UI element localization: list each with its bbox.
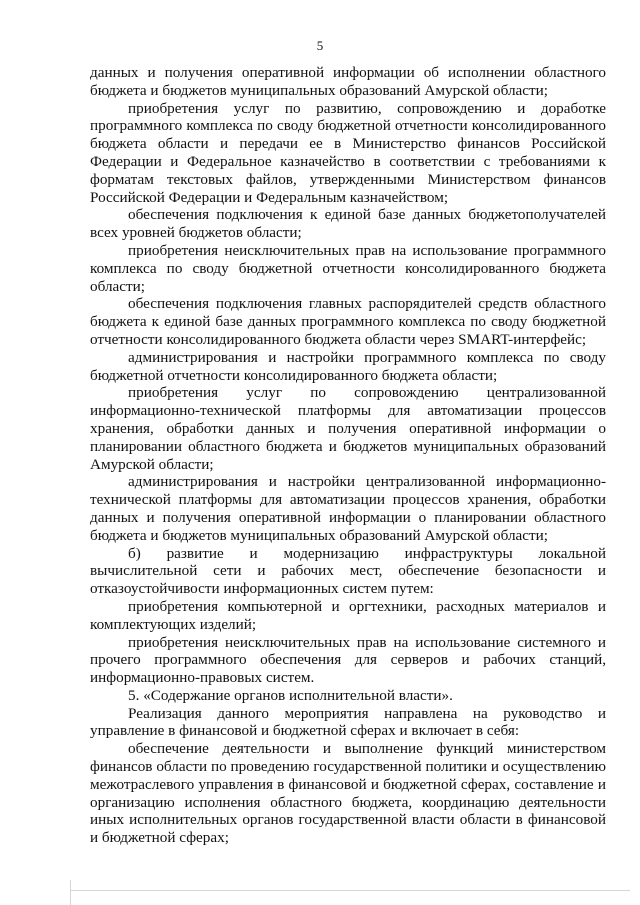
paragraph-system-software: приобретения неисключительных прав на использование системного и прочего программного обеспечения для серверов и рабочих станций, информационно-правовых систем.: [90, 633, 606, 687]
paragraph-software-support: приобретения услуг по развитию, сопровождению и доработке программного комплекса по своду бюджетной отчетности консолидированного бюджета области и передачи ее в Министерство финансов Российской Федерации и Федеральное казначейство в соответствии с требованиями к форматам текстовых файлов, утвержденными Министерством финансов Российской Федерации и Федеральным казначейством;: [90, 99, 606, 206]
paragraph-infrastructure: б) развитие и модернизацию инфраструктуры локальной вычислительной сети и рабочих мест, обеспечение безопасности и отказоустойчивости информационных систем путем:: [90, 544, 606, 598]
paragraph-platform-support: приобретения услуг по сопровождению централизованной информационно-технической платформы для автоматизации процессов хранения, обработки данных и получения оперативной информации о планировании областного бюджета и бюджетов муниципальных образований Амурской области;: [90, 384, 606, 473]
paragraph-section-intro: Реализация данного мероприятия направлена на руководство и управление в финансовой и бюджетной сферах и включает в себя:: [90, 704, 606, 740]
paragraph-smart-interface: обеспечения подключения главных распорядителей средств областного бюджета к единой базе данных программного комплекса по своду бюджетной отчетности консолидированного бюджета области через SMART-интерфейс;: [90, 295, 606, 348]
paragraph-continuation: данных и получения оперативной информации об исполнении областного бюджета и бюджетов муниципальных образований Амурской области;: [90, 64, 606, 99]
paragraph-license-reporting: приобретения неисключительных прав на использование программного комплекса по своду бюджетной отчетности консолидированного бюджета области;: [90, 241, 606, 295]
paragraph-hardware: приобретения компьютерной и оргтехники, расходных материалов и комплектующих изделий;: [90, 597, 606, 633]
scan-edge-vertical: [70, 880, 71, 905]
paragraph-administration: администрирования и настройки программного комплекса по своду бюджетной отчетности консолидированного бюджета области;: [90, 348, 606, 384]
paragraph-platform-administration: администрирования и настройки централизованной информационно-технической платформы для автоматизации процессов хранения, обработки данных и получения оперативной информации о планировании областного бюджета и бюджетов муниципальных образований Амурской области;: [90, 473, 606, 544]
page-number: 5: [316, 38, 324, 53]
paragraph-database-connection: обеспечения подключения к единой базе данных бюджетополучателей всех уровней бюджетов области;: [90, 206, 606, 242]
document-body: [90, 64, 606, 847]
paragraph-ministry-activity: обеспечение деятельности и выполнение функций министерством финансов области по проведению государственной политики и осуществлению межотраслевого управления в финансовой и бюджетной сферах, составление и организацию исполнения областного бюджета, координацию деятельности иных исполнительных органов государственной власти области в финансовой и бюджетной сферах;: [90, 740, 606, 847]
scan-edge-horizontal: [70, 890, 630, 891]
section-heading: 5. «Содержание органов исполнительной власти».: [128, 686, 453, 704]
